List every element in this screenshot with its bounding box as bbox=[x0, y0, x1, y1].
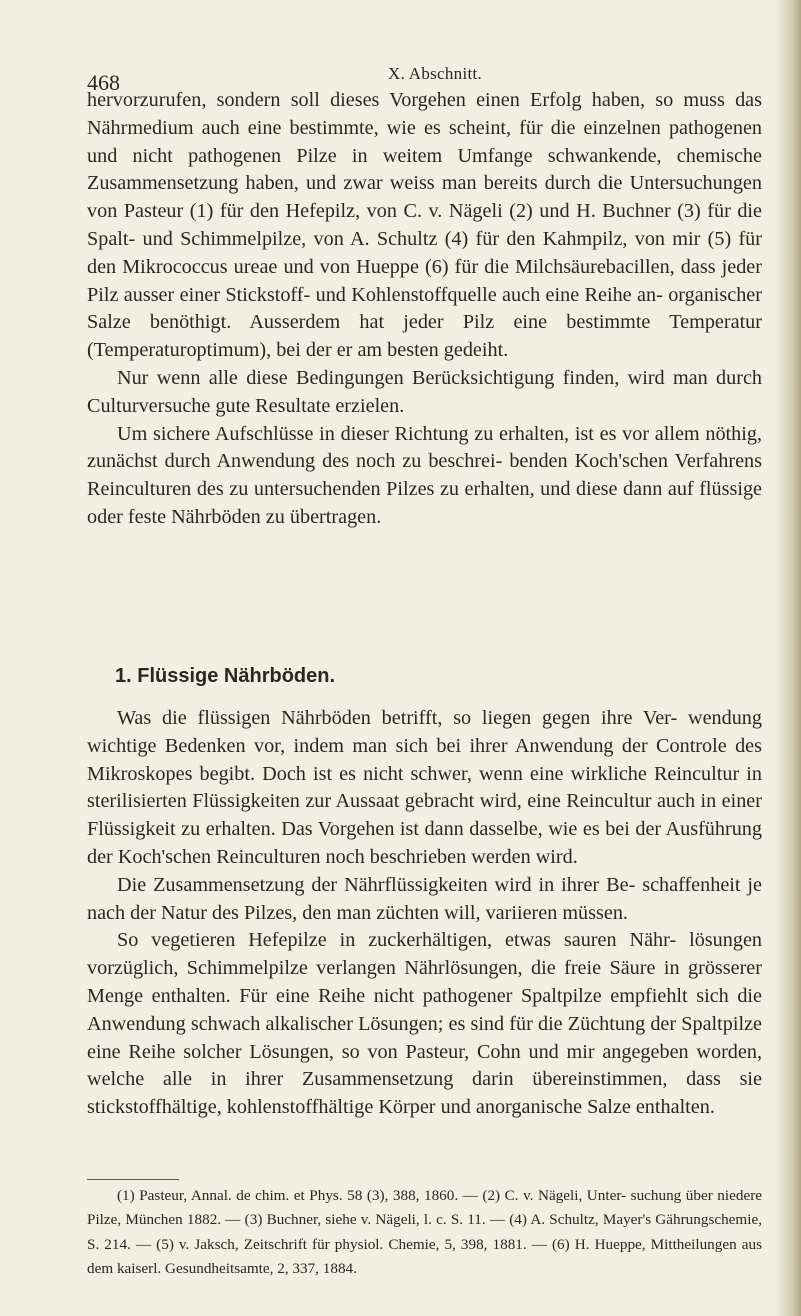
page-edge-shadow bbox=[775, 0, 801, 1316]
footnote-text: (1) Pasteur, Annal. de chim. et Phys. 58 (3), 388, 1860. — (2) C. v. Nägeli, Unter- suchung über niedere Pilze, München 1882. — (3) Buchner, siehe v. Nägeli, l. c. S. 11. — (4) A. Schultz, Mayer's Gährungschemie, S. 214. — (5) v. Jaksch, Zeitschrift für physiol. Chemie, 5, 398, 1881. — (6) H. Hueppe, Mittheilungen aus dem kaiserl. Gesundheitsamte, 2, 337, 1884. bbox=[87, 1187, 762, 1277]
body-text-block-2 bbox=[87, 705, 762, 1122]
page-number: 468 bbox=[87, 70, 120, 95]
paragraph-5: Die Zusammensetzung der Nährflüssigkeiten wird in ihrer Be- schaffenheit je nach der Natur des Pilzes, den man züchten will, variieren müssen. bbox=[87, 873, 762, 924]
paragraph-6: So vegetieren Hefepilze in zuckerhältigen, etwas sauren Nähr- lösungen vorzüglich, Schimmelpilze verlangen Nährlösungen, die freie Säure in grösserer Menge enthalten. Für eine Reihe nicht pathogener Spaltpilze empfiehlt sich die Anwendung schwach alkalischer Lösungen; es sind für die Züchtung der Spaltpilze eine Reihe solcher Lösungen, so von Pasteur, Cohn und mir angegeben worden, welche alle in ihrer Zusammensetzung darin übereinstimmen, dass sie stickstoffhältige, kohlenstoffhältige Körper und anorganische Salze enthalten. bbox=[87, 929, 762, 1119]
paragraph-2: Nur wenn alle diese Bedingungen Berücksichtigung finden, wird man durch Culturversuche gute Resultate erzielen. bbox=[87, 366, 762, 417]
paragraph-4: Was die flüssigen Nährböden betrifft, so liegen gegen ihre Ver- wendung wichtige Bedenken vor, indem man sich bei ihrer Anwendung der Controle des Mikroskopes begibt. Doch ist es nicht schwer, wenn eine wirkliche Reincultur in sterilisierten Flüssigkeiten zur Aussaat gebracht wird, eine Reincultur auch in einer Flüssigkeit zu erhalten. Das Vorgehen ist dann dasselbe, wie es bei der Ausführung der Koch'schen Reinculturen noch beschrieben werden wird. bbox=[87, 707, 762, 868]
footnote-separator bbox=[87, 1179, 179, 1180]
body-text-block-1 bbox=[87, 87, 762, 532]
section-heading: 1. Flüssige Nährböden. bbox=[115, 665, 336, 687]
paragraph-1: hervorzurufen, sondern soll dieses Vorgehen einen Erfolg haben, so muss das Nährmedium auch eine bestimmte, wie es scheint, für die einzelnen pathogenen und nicht pathogenen Pilze in weitem Umfange schwankende, chemische Zusammensetzung haben, und zwar weiss man bereits durch die Untersuchungen von Pasteur (1) für den Hefepilz, von C. v. Nägeli (2) und H. Buchner (3) für die Spalt- und Schimmelpilze, von A. Schultz (4) für den Kahmpilz, von mir (5) für den Mikrococcus ureae und von Hueppe (6) für die Milchsäurebacillen, dass jeder Pilz ausser einer Stickstoff- und Kohlenstoffquelle auch eine Reihe an- organischer Salze benöthigt. Ausserdem hat jeder Pilz eine bestimmte Temperatur (Temperaturoptimum), bei der er am besten gedeiht. bbox=[87, 89, 762, 362]
footnotes bbox=[87, 1184, 762, 1281]
running-head: X. Abschnitt. bbox=[388, 64, 483, 83]
paragraph-3: Um sichere Aufschlüsse in dieser Richtung zu erhalten, ist es vor allem nöthig, zunächst durch Anwendung des noch zu beschrei- benden Koch'schen Verfahrens Reinculturen des zu untersuchenden Pilzes zu erhalten, und diese dann auf flüssige oder feste Nährböden zu übertragen. bbox=[87, 422, 762, 528]
